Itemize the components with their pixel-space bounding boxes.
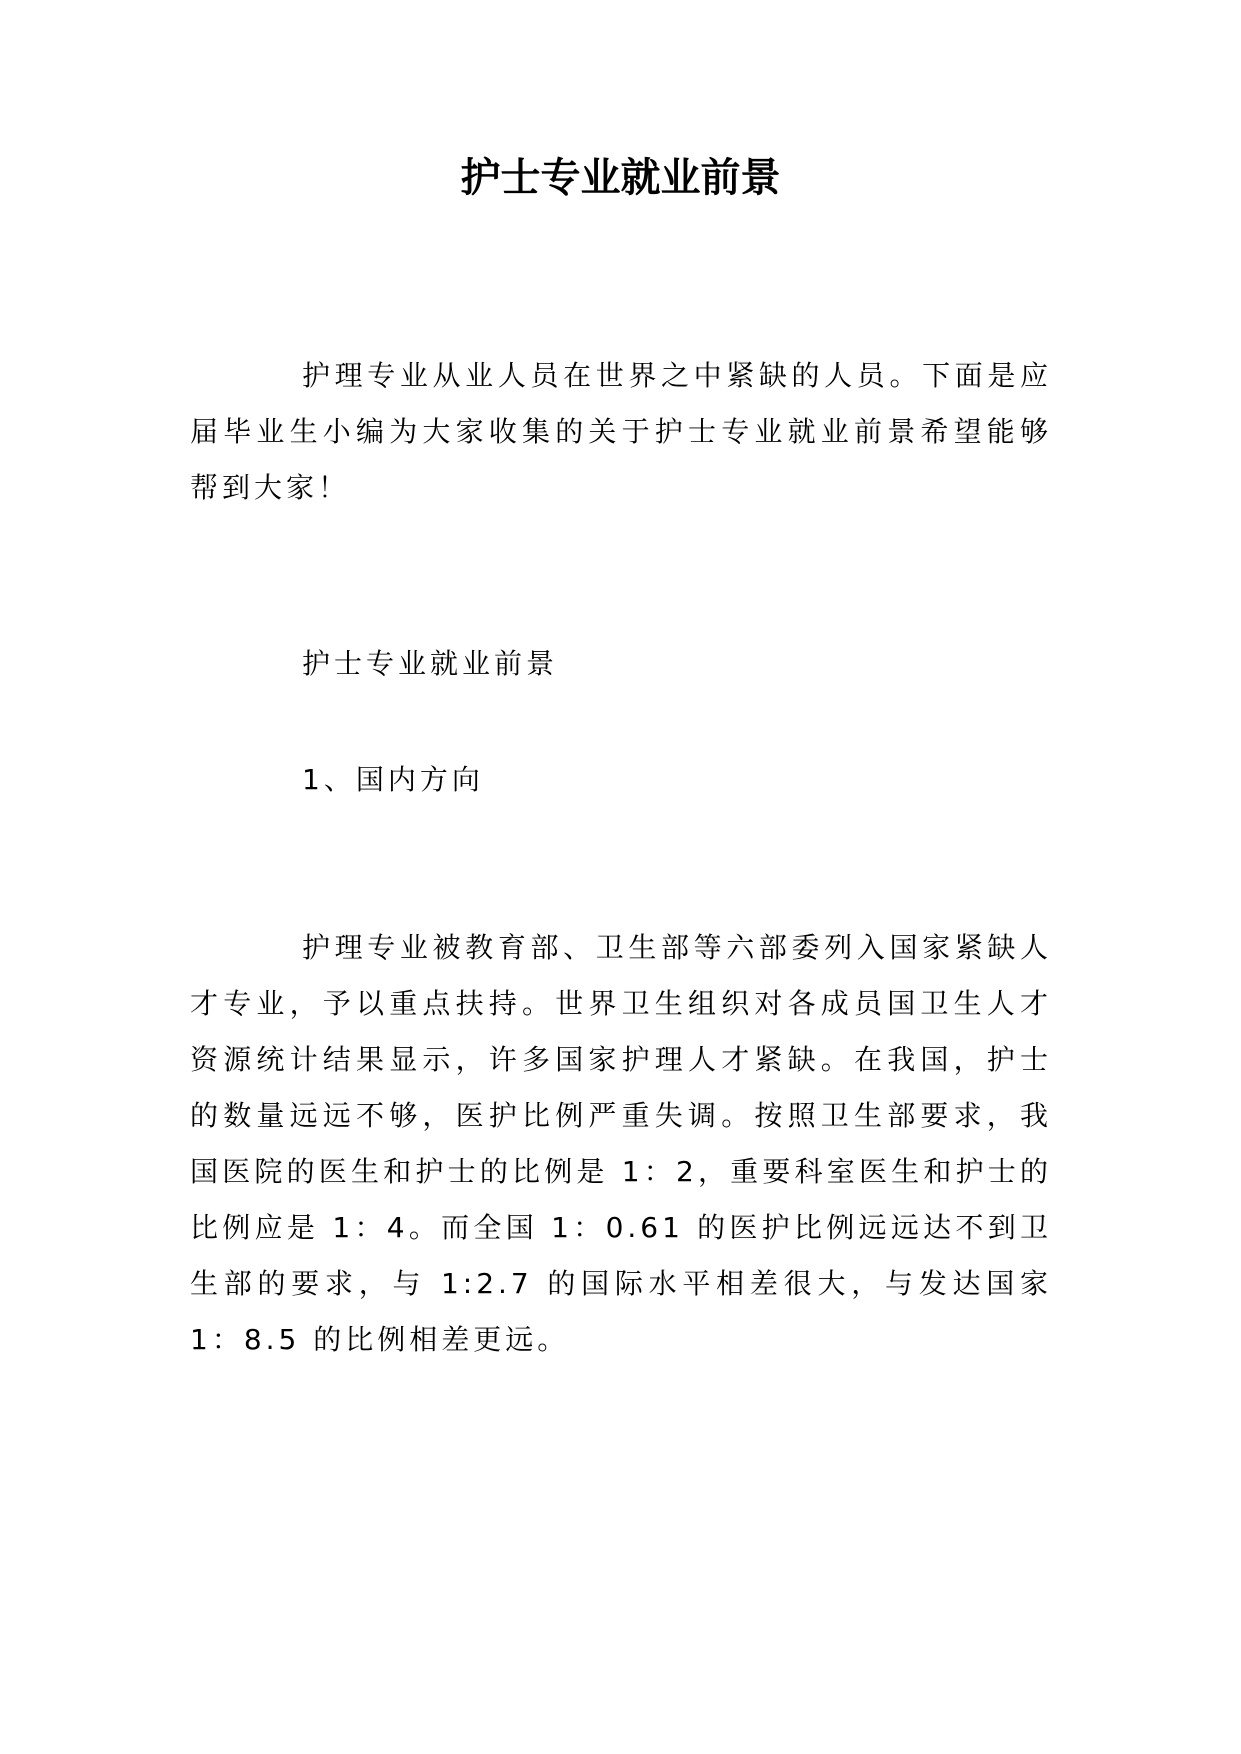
body-paragraph: 护理专业被教育部、卫生部等六部委列入国家紧缺人才专业，予以重点扶持。世界卫生组织对各成员国卫生人才资源统计结果显示，许多国家护理人才紧缺。在我国，护士的数量远远不够，医护比例严重失调。按照卫生部要求，我国医院的医生和护士的比例是 1：2，重要科室医生和护士的比例应是 1：4。而全国 1：0.61 的医护比例远远达不到卫生部的要求，与 1:2.7 的国际水平相差很大，与发达国家 1：8.5 的比例相差更远。 [190, 931, 1052, 1356]
section-heading: 护士专业就业前景 [302, 647, 559, 680]
subsection-heading: 1、国内方向 [302, 763, 484, 796]
intro-paragraph: 护理专业从业人员在世界之中紧缺的人员。下面是应届毕业生小编为大家收集的关于护士专业就业前景希望能够帮到大家！ [190, 359, 1052, 504]
document-title: 护士专业就业前景 [460, 154, 781, 201]
